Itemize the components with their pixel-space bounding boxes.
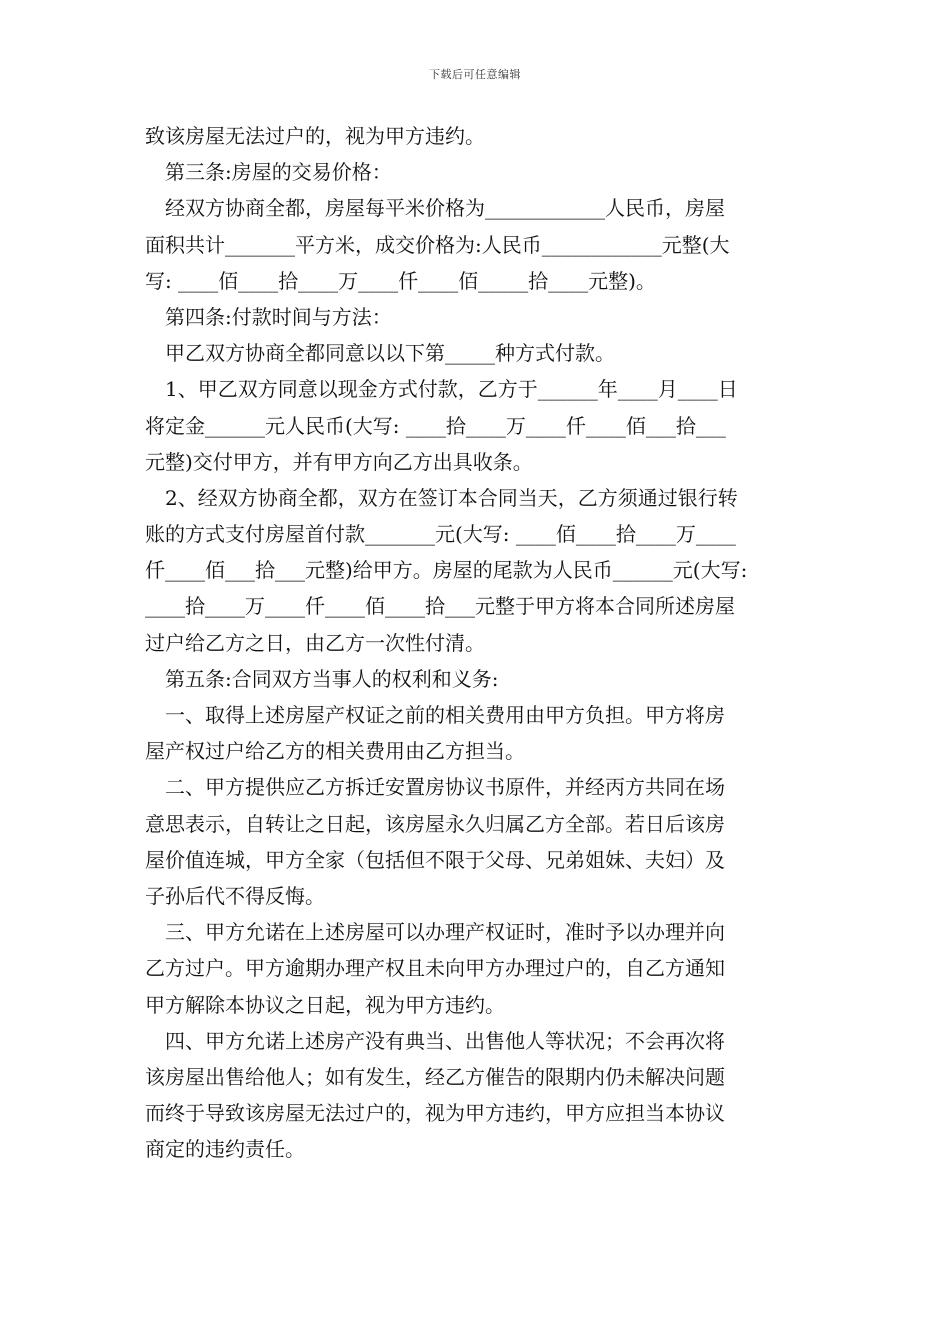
text-line: 仟____佰___拾___元整)给甲方。房屋的尾款为人民币______元(大写: xyxy=(145,558,748,583)
text-line: 而终于导致该房屋无法过户的，视为甲方违约，甲方应担当本协议 xyxy=(145,1101,725,1126)
text-line: 致该房屋无法过户的，视为甲方违约。 xyxy=(145,124,485,148)
text-line: 商定的违约责任。 xyxy=(145,1137,305,1162)
text-line: 元整)交付甲方，并有甲方向乙方出具收条。 xyxy=(145,449,533,474)
text-line: 屋价值连城，甲方全家（包括但不限于父母、兄弟姐妹、夫妇）及 xyxy=(145,847,725,872)
text-line: 三、甲方允诺在上述房屋可以办理产权证时，准时予以办理并向 xyxy=(145,920,725,945)
text-line: 过户给乙方之日，由乙方一次性付清。 xyxy=(145,630,485,655)
text-line: ____拾____万____仟____佰____拾___元整于甲方将本合同所述房屋 xyxy=(145,594,735,619)
text-line: 子孙后代不得反悔。 xyxy=(145,883,325,908)
article-4-heading: 第四条:付款时间与方法： xyxy=(145,304,392,329)
text-line: 经双方协商全都，房屋每平米价格为____________人民币，房屋 xyxy=(145,196,725,221)
text-line: 甲方解除本协议之日起，视为甲方违约。 xyxy=(145,992,505,1017)
text-line: 2、经双方协商全都，双方在签订本合同当天，乙方须通过银行转 xyxy=(145,485,738,510)
text-line: 二、甲方提供应乙方拆迁安置房协议书原件，并经丙方共同在场 xyxy=(145,775,725,800)
text-line: 屋产权过户给乙方的相关费用由乙方担当。 xyxy=(145,739,525,764)
page-header-note: 下载后可任意编辑 xyxy=(429,68,521,81)
text-line: 该房屋出售给他人；如有发生，经乙方催告的限期内仍未解决问题 xyxy=(145,1064,725,1089)
contract-text-body xyxy=(145,118,809,1167)
text-line: 一、取得上述房屋产权证之前的相关费用由甲方负担。甲方将房 xyxy=(145,703,725,727)
text-line: 1、甲乙双方同意以现金方式付款，乙方于______年____月____日 xyxy=(145,377,738,402)
article-5-heading: 第五条:合同双方当事人的权利和义务: xyxy=(145,666,499,691)
text-line: 甲乙双方协商全都同意以以下第_____种方式付款。 xyxy=(145,341,615,366)
text-line: 面积共计_______平方米，成交价格为:人民币____________元整(大 xyxy=(145,232,730,257)
text-line: 账的方式支付房屋首付款_______元(大写: ____佰____拾____万____ xyxy=(145,522,736,547)
text-line: 写: ____佰____拾____万____仟____佰_____拾____元整)。 xyxy=(145,268,656,293)
text-line: 乙方过户。甲方逾期办理产权且未向甲方办理过户的，自乙方通知 xyxy=(145,956,725,981)
text-line: 意思表示，自转让之日起，该房屋永久归属乙方全部。若日后该房 xyxy=(145,811,725,836)
text-line: 将定金______元人民币(大写: ____拾____万____仟____佰___拾___ xyxy=(145,413,726,438)
article-3-heading: 第三条:房屋的交易价格： xyxy=(145,160,392,185)
text-line: 四、甲方允诺上述房产没有典当、出售他人等状况；不会再次将 xyxy=(145,1028,725,1053)
